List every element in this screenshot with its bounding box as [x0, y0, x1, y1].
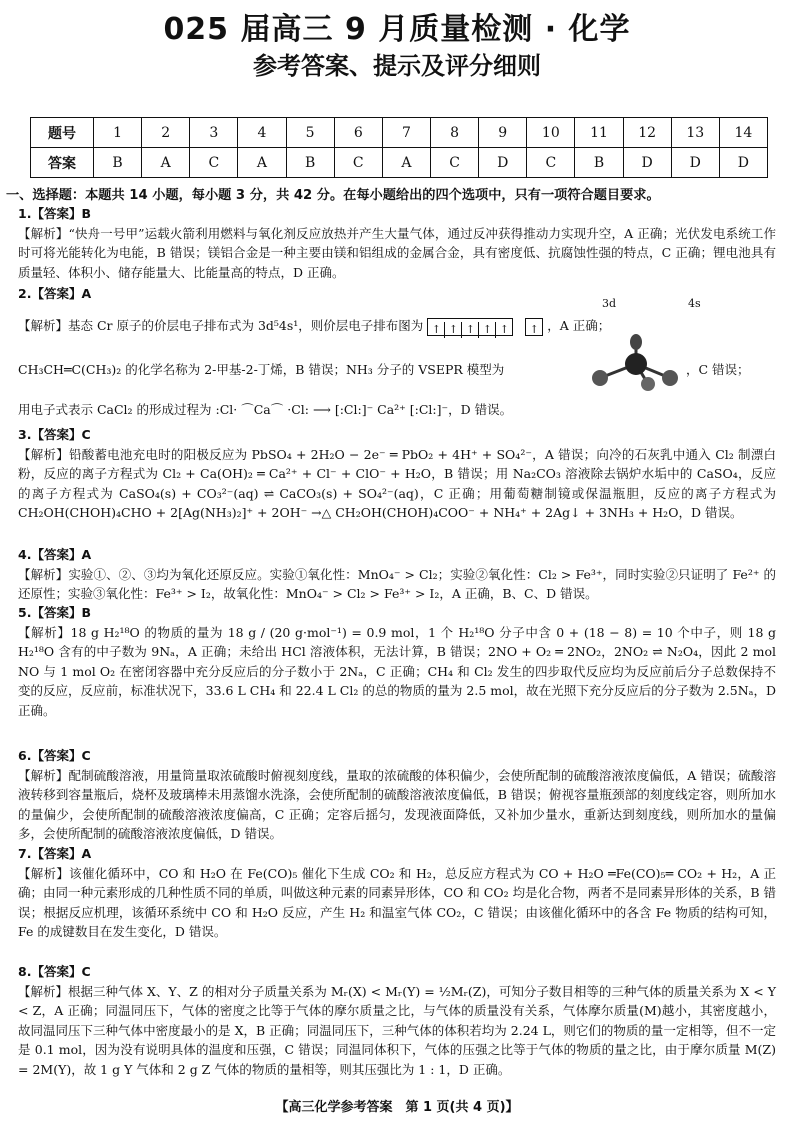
question-number-cell: 7: [382, 118, 430, 148]
orbital-label-3d: 3d: [602, 297, 617, 310]
answer-cell: D: [719, 148, 767, 178]
answer-cell: A: [238, 148, 286, 178]
item-explanation: 【解析】配制硫酸溶液，用量筒量取浓硫酸时俯视刻度线，量取的浓硫酸的体积偏少，会使所配制的硫酸溶液浓度偏低，A 错误；硫酸溶液转移到容量瓶后，烧杯及玻璃棒未用蒸馏水洗涤，会使所配制的硫酸溶液浓度偏低，B 错误；俯视容量瓶颈部的刻度线定容，则所加水的量偏少，会使所配制的硫酸溶液浓度偏高，C 正确；定容后摇匀，发现液面降低，又补加少量水，重新达到刻度线，则所加水的量偏多，会使所配制的硫酸溶液浓度偏低，D 错误。: [18, 767, 776, 841]
question-number-cell: 10: [527, 118, 575, 148]
answer-cell: D: [623, 148, 671, 178]
page-footer: 【高三化学参考答案 第 1 页(共 4 页)】: [275, 1100, 519, 1115]
item-explanation-line3: 用电子式表示 CaCl₂ 的形成过程为 :Cl· ⌒Ca⌒ ·Cl: ⟶ [:Cl:]⁻ Ca²⁺ [:Cl:]⁻，D 错误。: [18, 402, 513, 417]
item-3: [18, 425, 776, 523]
page-title: 025 届高三 9 月质量检测 · 化学: [163, 12, 631, 47]
vsepr-model-icon: [590, 334, 682, 392]
item-explanation: 【解析】铅酸蓄电池充电时的阳极反应为 PbSO₄ + 2H₂O − 2e⁻ ═ PbO₂ + 4H⁺ + SO₄²⁻，A 错误；向冷的石灰乳中通入 Cl₂ 制漂白粉，反应的离子方程式为 Cl₂ + Ca(OH)₂ ═ Ca²⁺ + Cl⁻ + ClO⁻ + H₂O，B 错误；用 Na₂CO₃ 溶液除去锅炉水垢中的 CaSO₄，反应的离子方程式为 CaSO₄(s) + CO₃²⁻(aq) ⇌ CaCO₃(s) + SO₄²⁻(aq)，C 正确；用葡萄糖制镜或保温瓶胆，反应的离子方程式为 CH₂OH(CHOH)₄CHO + 2[Ag(NH₃)₂]⁺ + 2OH⁻ →△ CH₂OH(CHOH)₄COO⁻ + NH₄⁺ + 2Ag↓ + 3NH₃ + H₂O，D 错误。: [18, 446, 776, 520]
answer-cell: C: [334, 148, 382, 178]
item-explanation: 【解析】根据三种气体 X、Y、Z 的相对分子质量关系为 Mᵣ(X) < Mᵣ(Y) = ½Mᵣ(Z)，可知分子数目相等的三种气体的质量关系为 X < Y < Z，A 正确；同温同压下，气体的密度之比等于气体的摩尔质量之比，与气体的质量没有关系，气体摩尔质量(M)越小，其密度越小，故同温同压下三种气体中密度最小的是 X，B 正确；同温同压下，三种气体的体积若均为 2.24 L，则它们的物质的量一定相等，但不一定是 0.1 mol，因为没有说明具体的温度和压强，C 错误；同温同体积下，气体的压强之比等于气体的物质的量之比，由于摩尔质量 M(Z) = 2M(Y)，故 1 g Y 气体和 2 g Z 气体的物质的量相等，则其压强比为 1 : 1，D 正确。: [18, 983, 776, 1077]
answer-cell: A: [382, 148, 430, 178]
item-explanation: 【解析】该催化循环中，CO 和 H₂O 在 Fe(CO)₅ 催化下生成 CO₂ 和 H₂，总反应方程式为 CO + H₂O ═Fe(CO)₅═ CO₂ + H₂，A 正确；由同一种元素形成的几种性质不同的单质，叫做这种元素的同素异形体，CO 和 CO₂ 均是化合物，两者不是同素异形体的关系，B 错误；根据反应机理，该循环系统中 CO 和 H₂O 反应，产生 H₂ 和温室气体 CO₂，C 错误；由该催化循环中的各含 Fe 物质的结构可知，Fe 的成键数目在发生变化，D 错误。: [18, 865, 776, 939]
item-answer: 6.【答案】C: [18, 748, 91, 763]
table-header-cell: 题号: [31, 118, 94, 148]
item-4: [18, 545, 776, 604]
section-heading: 一、选择题：本题共 14 小题，每小题 3 分，共 42 分。在每小题给出的四个选项中，只有一项符合题目要求。: [6, 188, 660, 203]
item-8: [18, 962, 776, 1079]
table-header-cell: 答案: [31, 148, 94, 178]
answer-cell: D: [479, 148, 527, 178]
table-row: [31, 148, 768, 178]
item-5: [18, 603, 776, 720]
answer-cell: C: [190, 148, 238, 178]
item-answer: 1.【答案】B: [18, 206, 91, 221]
item-explanation: 【解析】18 g H₂¹⁸O 的物质的量为 18 g / (20 g·mol⁻¹) = 0.9 mol，1 个 H₂¹⁸O 分子中含 0 + (18 − 8) = 10 个中子，则 18 g H₂¹⁸O 含有的中子数为 9Nₐ，A 正确；未给出 HCl 溶液体积，无法计算，B 错误；2NO + O₂ ═ 2NO₂，2NO₂ ⇌ N₂O₄，因此 2 mol NO 与 1 mol O₂ 在密闭容器中充分反应后的分子数小于 2Nₐ，C 正确；CH₄ 和 Cl₂ 发生的四步取代反应均为反应前后分子总数保持不变的反应，反应前，标准状况下，33.6 L CH₄ 和 22.4 L Cl₂ 的总的物质的量为 2.5 mol，故在光照下充分反应后的分子数为 2.5Nₐ，D 正确。: [18, 624, 776, 718]
question-number-cell: 14: [719, 118, 767, 148]
item-7: [18, 844, 776, 942]
question-number-cell: 6: [334, 118, 382, 148]
orbital-diagram-4s: ↑: [525, 318, 543, 336]
question-number-cell: 3: [190, 118, 238, 148]
answer-cell: B: [94, 148, 142, 178]
item-explanation-line1: 【解析】基态 Cr 原子的价层电子排布式为 3d⁵4s¹，则价层电子排布图为 ↑ ↑ ↑ ↑ ↑ ↑ ，A 正确；: [18, 318, 611, 336]
question-number-cell: 2: [142, 118, 190, 148]
answer-cell: A: [142, 148, 190, 178]
answer-cell: C: [527, 148, 575, 178]
item-answer: 8.【答案】C: [18, 964, 91, 979]
question-number-cell: 5: [286, 118, 334, 148]
question-number-cell: 11: [575, 118, 623, 148]
item-6: [18, 746, 776, 844]
item-explanation: 【解析】实验①、②、③均为氧化还原反应。实验①氧化性：MnO₄⁻ > Cl₂；实验②氧化性：Cl₂ > Fe³⁺，同时实验②只证明了 Fe²⁺ 的还原性；实验③氧化性：Fe³⁺ > I₂，故氧化性：MnO₄⁻ > Cl₂ > Fe³⁺ > I₂，A 正确，B、C、D 错误。: [18, 566, 776, 601]
item-explanation-line2: CH₃CH═C(CH₃)₂ 的化学名称为 2-甲基-2-丁烯，B 错误；NH₃ 分子的 VSEPR 模型为 ，C 错误；: [18, 360, 504, 380]
item-2: [18, 284, 776, 434]
page-subtitle: 参考答案、提示及评分细则: [253, 52, 541, 80]
item-answer: 3.【答案】C: [18, 427, 91, 442]
item-1: [18, 204, 776, 282]
item-answer: 7.【答案】A: [18, 846, 92, 861]
item-answer: 4.【答案】A: [18, 547, 92, 562]
item-answer: 2.【答案】A: [18, 286, 92, 301]
question-number-cell: 13: [671, 118, 719, 148]
item-answer: 5.【答案】B: [18, 605, 91, 620]
question-number-cell: 12: [623, 118, 671, 148]
question-number-cell: 9: [479, 118, 527, 148]
question-number-cell: 4: [238, 118, 286, 148]
question-number-cell: 8: [430, 118, 478, 148]
table-row: [31, 118, 768, 148]
item-explanation: 【解析】“快舟一号甲”运载火箭利用燃料与氧化剂反应放热并产生大量气体，通过反冲获得推动力实现升空，A 正确；光伏发电系统工作时可将光能转化为电能，B 错误；镁铝合金是一种主要由镁和铝组成的金属合金，具有密度低、抗腐蚀性强的特点，C 正确；锂电池具有质量轻、体积小、储存能量大、比能量高的特点，D 正确。: [18, 225, 776, 280]
orbital-diagram-3d: ↑ ↑ ↑ ↑ ↑: [427, 318, 513, 336]
answer-table: [30, 117, 768, 178]
answer-cell: B: [575, 148, 623, 178]
orbital-label-4s: 4s: [688, 297, 701, 310]
answer-cell: B: [286, 148, 334, 178]
answer-cell: C: [430, 148, 478, 178]
answer-cell: D: [671, 148, 719, 178]
question-number-cell: 1: [94, 118, 142, 148]
